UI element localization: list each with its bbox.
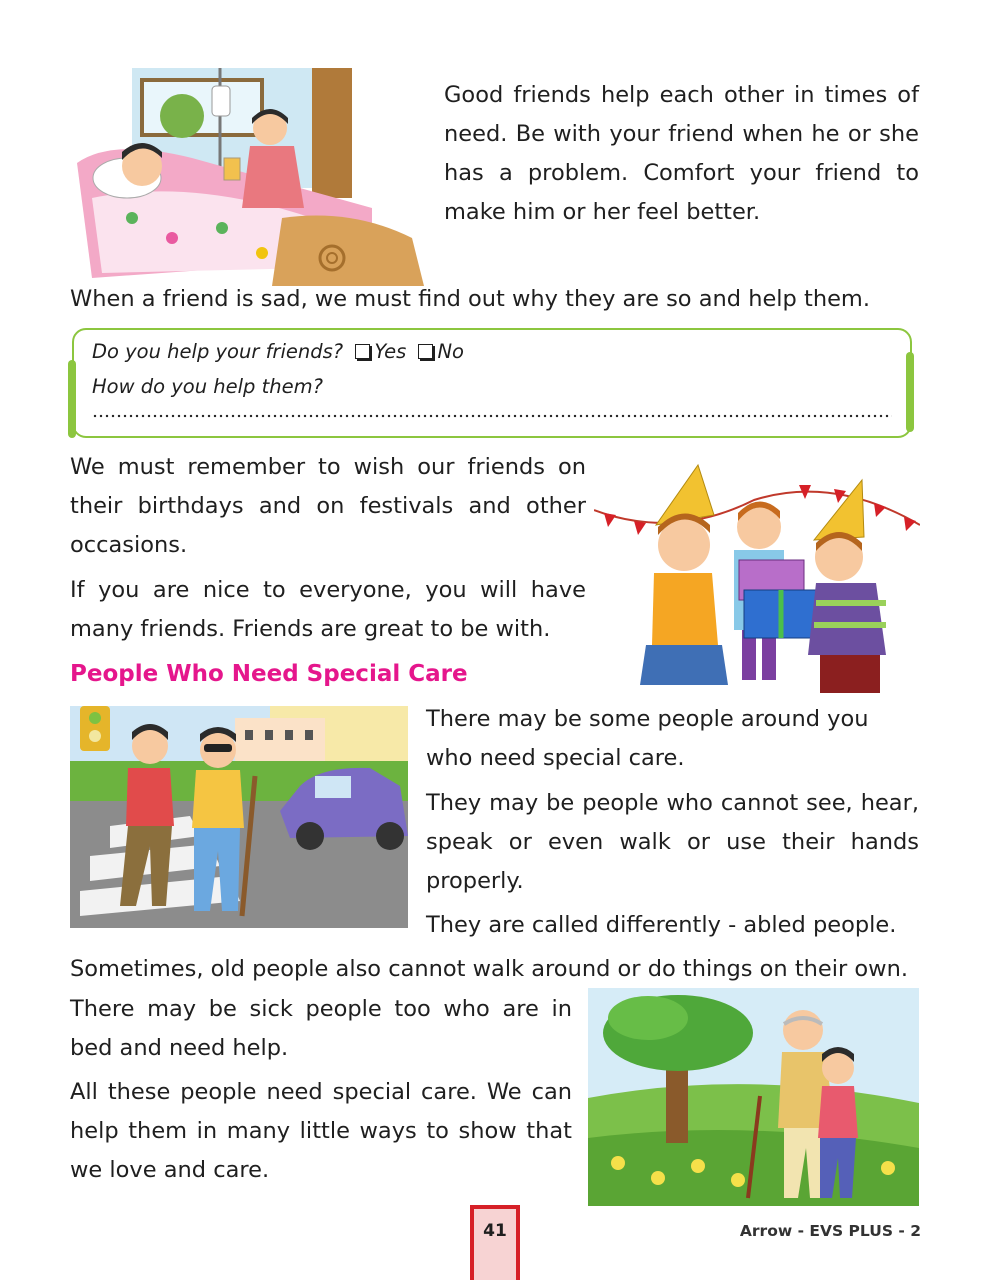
book-title-footer: Arrow - EVS PLUS - 2 [739, 1222, 921, 1240]
intro-paragraph: Good friends help each other in times of need. Be with your friend when he or she has a problem. Comfort your friend to make him or her feel better. [444, 82, 919, 225]
answer-line[interactable] [92, 414, 892, 418]
question-box [72, 328, 912, 438]
special-care-paragraph-5: There may be sick people too who are in bed and need help. [70, 996, 572, 1061]
crossing-road-illustration [70, 706, 408, 928]
no-option-label: No [437, 340, 464, 363]
no-checkbox[interactable] [418, 344, 433, 359]
special-care-heading: People Who Need Special Care [70, 661, 468, 687]
sad-friend-sentence: When a friend is sad, we must find out why they are so and help them. [70, 286, 870, 312]
special-care-paragraph-1: There may be some people around you who need special care. [426, 706, 869, 771]
special-care-paragraph-4: Sometimes, old people also cannot walk around or do things on their own. [70, 956, 908, 982]
park-elderly-illustration [588, 988, 919, 1206]
question-how-help: How do you help them? [92, 375, 323, 398]
birthday-gifts-illustration [594, 455, 920, 693]
special-care-paragraph-6: All these people need special care. We can help them in many little ways to show that we love and care. [70, 1079, 572, 1183]
special-care-paragraph-2: They may be people who cannot see, hear, speak or even walk or use their hands properly. [426, 790, 919, 894]
page-number: 41 [470, 1205, 520, 1280]
nice-to-everyone-paragraph: If you are nice to everyone, you will have many friends. Friends are great to be with. [70, 577, 586, 642]
wish-friends-paragraph: We must remember to wish our friends on their birthdays and on festivals and other occasions. [70, 454, 586, 558]
left-green-bar [68, 360, 76, 438]
question-help-friends-text: Do you help your friends? [92, 340, 344, 363]
yes-checkbox[interactable] [355, 344, 370, 359]
yes-option-label: Yes [374, 340, 407, 363]
question-help-friends [92, 339, 464, 365]
sick-friend-illustration [72, 68, 424, 286]
special-care-paragraph-3: They are called differently - abled people. [426, 912, 897, 938]
right-green-bar [906, 352, 914, 432]
